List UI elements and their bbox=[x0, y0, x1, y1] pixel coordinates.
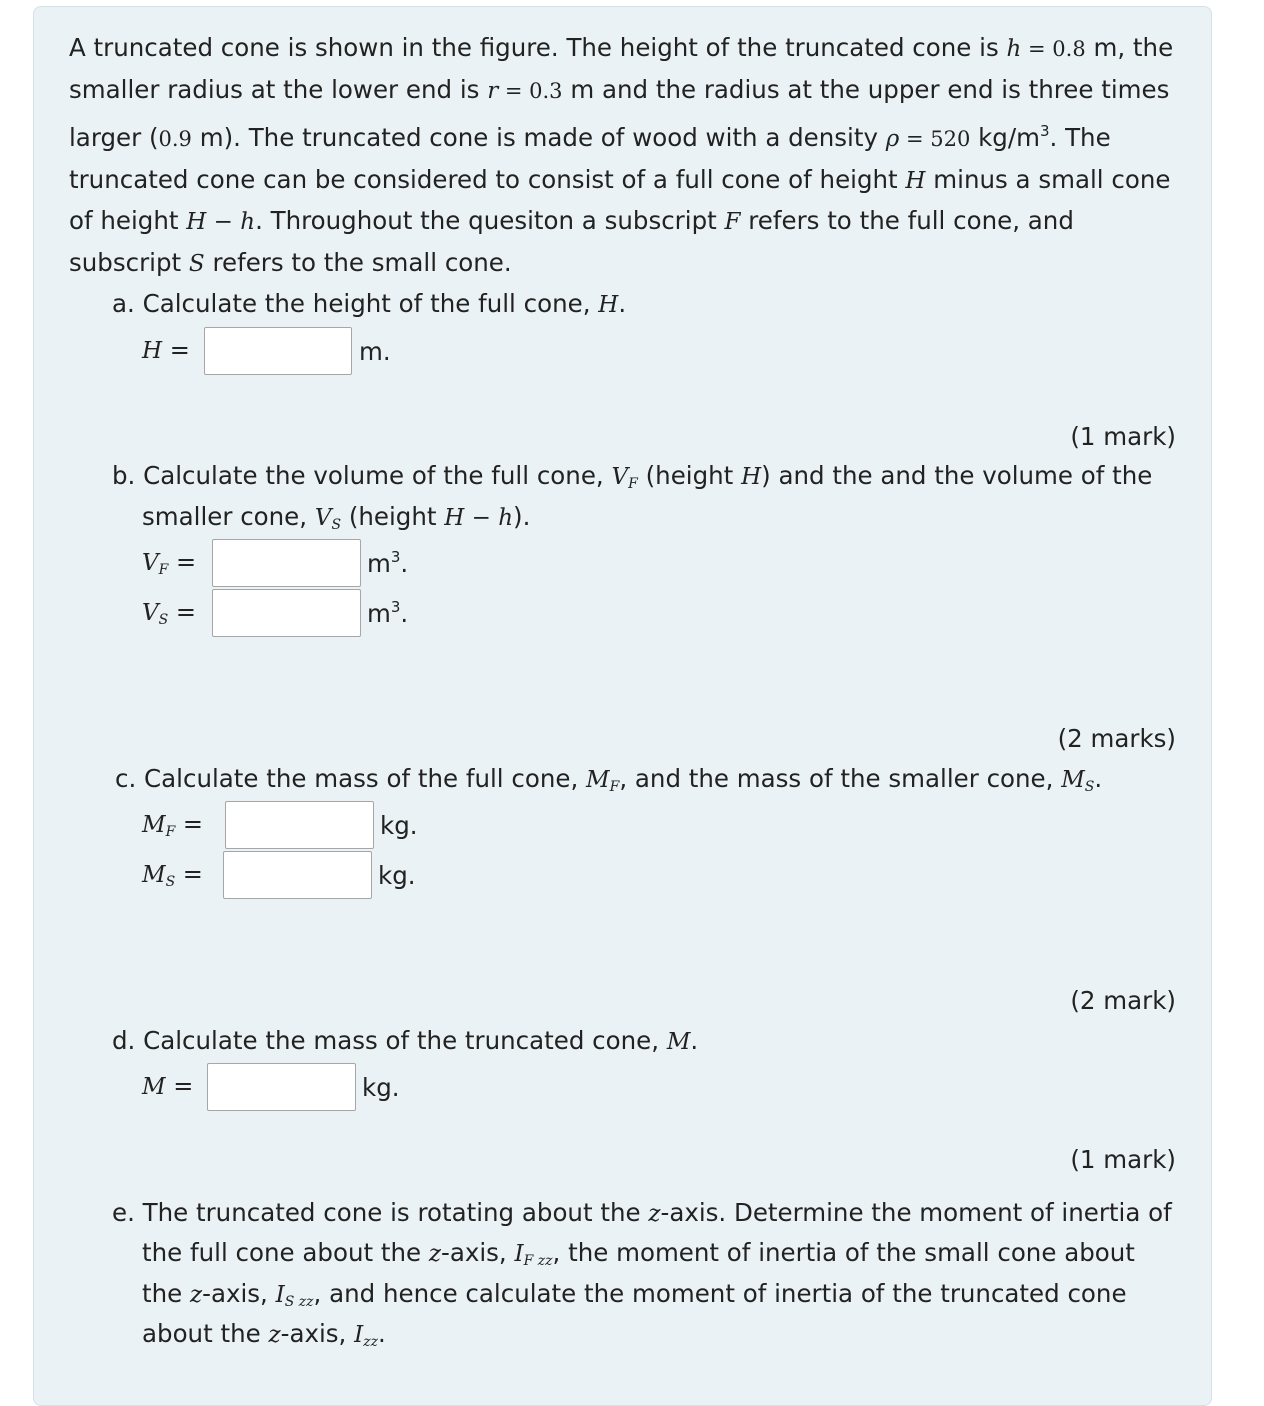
part-c-prompt: c. Calculate the mass of the full cone, $M_F$, and the mass of the smaller cone, $M_S$. bbox=[115, 764, 1103, 795]
part-b-prompt-cont: smaller cone, $V_S$ (height H − h). bbox=[142, 502, 531, 533]
mass-MF-input[interactable] bbox=[225, 801, 374, 849]
part-b-label-vs: $V_S$ = bbox=[142, 598, 196, 628]
mass-M-input[interactable] bbox=[207, 1063, 356, 1111]
part-b-label-vf: $V_F$ = bbox=[142, 548, 197, 578]
mass-MS-input[interactable] bbox=[223, 851, 372, 899]
part-b-unit-vf: $m^3$. bbox=[367, 548, 409, 578]
part-b-marks: (2 marks) bbox=[1057, 724, 1176, 753]
volume-VF-input[interactable] bbox=[212, 539, 361, 587]
part-c-label-mf: $M_F$ = bbox=[142, 810, 204, 840]
part-e-prompt-line2: the full cone about the z-axis, $I_{F zz}$, the moment of inertia of the small cone about bbox=[142, 1238, 1135, 1269]
part-d-label: M = bbox=[142, 1072, 194, 1100]
part-c-label-ms: $M_S$ = bbox=[142, 860, 203, 890]
part-d-marks: (1 mark) bbox=[1070, 1145, 1176, 1174]
volume-VS-input[interactable] bbox=[212, 589, 361, 637]
part-e-prompt-line4: about the z-axis, $I_{zz}$. bbox=[142, 1319, 386, 1350]
part-e-prompt-line3: the z-axis, $I_{S zz}$, and hence calculate the moment of inertia of the truncated cone bbox=[142, 1279, 1127, 1310]
part-a-prompt: a. Calculate the height of the full cone, H. bbox=[112, 289, 627, 318]
part-e-prompt: e. The truncated cone is rotating about the z-axis. Determine the moment of inertia of bbox=[112, 1198, 1172, 1227]
part-a-unit: m. bbox=[359, 337, 391, 366]
question-intro: A truncated cone is shown in the figure. The height of the truncated cone is h = 0.8 m, the smaller radius at the lower end is r = 0.3 m and the radius at the upper end is three times larger (0.9 m). The truncated cone is made of wood with a density ρ = 520 $kg/m^3$. The truncated cone can be considered to consist of a full cone of height H minus a small cone of height H − h. Throughout the quesiton a subscript F refers to the full cone, and subscript S refers to the small cone. bbox=[69, 33, 1174, 277]
part-a-marks: (1 mark) bbox=[1070, 422, 1176, 451]
part-a-label: H = bbox=[142, 336, 190, 364]
part-d-unit: kg. bbox=[362, 1073, 400, 1102]
part-c-unit-mf: kg. bbox=[380, 811, 418, 840]
part-b-prompt: b. Calculate the volume of the full cone, $V_F$ (height H) and the and the volume of the bbox=[112, 461, 1153, 492]
part-d-prompt: d. Calculate the mass of the truncated cone, M. bbox=[112, 1026, 699, 1055]
height-H-input[interactable] bbox=[204, 327, 352, 375]
part-c-marks: (2 mark) bbox=[1070, 986, 1176, 1015]
part-b-unit-vs: $m^3$. bbox=[367, 598, 409, 628]
part-c-unit-ms: kg. bbox=[378, 861, 416, 890]
